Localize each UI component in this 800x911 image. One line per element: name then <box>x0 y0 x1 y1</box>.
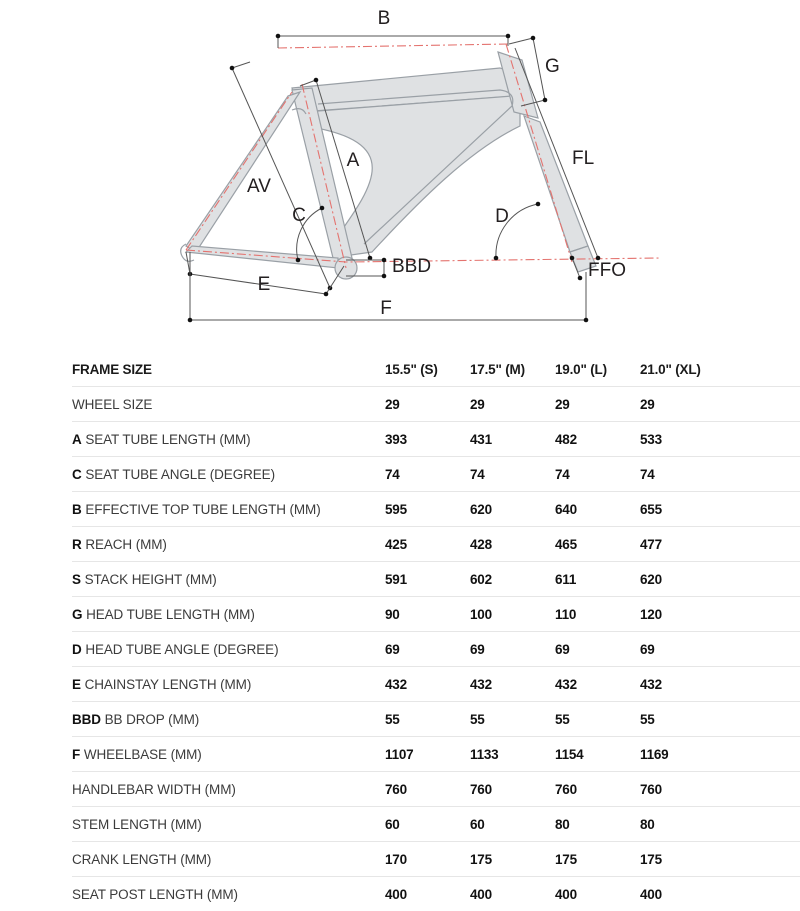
row-spacer <box>725 527 800 562</box>
row-value: 760 <box>555 772 640 807</box>
dim-label-FL: FL <box>572 148 594 169</box>
row-value: 482 <box>555 422 640 457</box>
row-value: 74 <box>555 457 640 492</box>
geometry-diagram <box>0 0 800 350</box>
row-name: REACH (MM) <box>85 537 167 552</box>
table-row <box>72 527 800 562</box>
row-value: 432 <box>640 667 725 702</box>
geometry-table <box>72 352 800 911</box>
table-row <box>72 457 800 492</box>
row-value: 393 <box>385 422 470 457</box>
row-name: HANDLEBAR WIDTH (MM) <box>72 782 236 797</box>
row-value: 1133 <box>470 737 555 772</box>
row-value: 400 <box>640 877 725 911</box>
row-value: 620 <box>640 562 725 597</box>
row-value: 29 <box>470 387 555 422</box>
row-spacer <box>725 457 800 492</box>
row-value: 533 <box>640 422 725 457</box>
row-value: 100 <box>470 597 555 632</box>
row-value: 29 <box>385 387 470 422</box>
row-value: 595 <box>385 492 470 527</box>
header-size-xl: 21.0" (XL) <box>640 352 725 387</box>
row-value: 602 <box>470 562 555 597</box>
row-value: 69 <box>555 632 640 667</box>
row-code: E <box>72 677 81 692</box>
row-code: C <box>72 467 82 482</box>
row-value: 591 <box>385 562 470 597</box>
row-value: 170 <box>385 842 470 877</box>
table-row <box>72 492 800 527</box>
row-spacer <box>725 807 800 842</box>
row-code: BBD <box>72 712 101 727</box>
header-size-l: 19.0" (L) <box>555 352 640 387</box>
table-body <box>72 387 800 911</box>
row-label <box>72 527 385 562</box>
header-spacer <box>725 352 800 387</box>
row-value: 90 <box>385 597 470 632</box>
dim-label-E: E <box>258 274 271 295</box>
row-value: 1169 <box>640 737 725 772</box>
row-label <box>72 387 385 422</box>
header-size-s: 15.5" (S) <box>385 352 470 387</box>
row-value: 428 <box>470 527 555 562</box>
table-row <box>72 632 800 667</box>
table-row <box>72 877 800 911</box>
row-value: 110 <box>555 597 640 632</box>
row-spacer <box>725 632 800 667</box>
row-value: 69 <box>385 632 470 667</box>
row-value: 1154 <box>555 737 640 772</box>
row-label <box>72 667 385 702</box>
dim-label-AV: AV <box>247 176 271 197</box>
row-spacer <box>725 737 800 772</box>
row-value: 175 <box>470 842 555 877</box>
dim-label-D: D <box>495 206 509 227</box>
row-value: 477 <box>640 527 725 562</box>
row-name: HEAD TUBE LENGTH (MM) <box>86 607 255 622</box>
row-value: 1107 <box>385 737 470 772</box>
row-value: 400 <box>385 877 470 911</box>
row-value: 120 <box>640 597 725 632</box>
row-value: 175 <box>555 842 640 877</box>
row-label <box>72 632 385 667</box>
row-value: 74 <box>470 457 555 492</box>
dim-label-B: B <box>378 8 391 29</box>
dim-label-A: A <box>347 150 360 171</box>
row-code: S <box>72 572 81 587</box>
row-name: HEAD TUBE ANGLE (DEGREE) <box>85 642 278 657</box>
row-value: 60 <box>385 807 470 842</box>
row-label <box>72 597 385 632</box>
row-spacer <box>725 877 800 911</box>
dim-label-G: G <box>545 56 560 77</box>
table-header <box>72 352 800 387</box>
row-spacer <box>725 597 800 632</box>
row-label <box>72 737 385 772</box>
table-row <box>72 842 800 877</box>
row-value: 620 <box>470 492 555 527</box>
row-value: 60 <box>470 807 555 842</box>
table-row <box>72 562 800 597</box>
row-spacer <box>725 562 800 597</box>
row-name: STACK HEIGHT (MM) <box>85 572 217 587</box>
row-value: 611 <box>555 562 640 597</box>
row-value: 432 <box>555 667 640 702</box>
row-code: F <box>72 747 80 762</box>
row-spacer <box>725 422 800 457</box>
row-value: 465 <box>555 527 640 562</box>
row-value: 55 <box>385 702 470 737</box>
row-label <box>72 877 385 911</box>
row-label <box>72 457 385 492</box>
row-name: EFFECTIVE TOP TUBE LENGTH (MM) <box>85 502 320 517</box>
row-value: 400 <box>555 877 640 911</box>
row-value: 400 <box>470 877 555 911</box>
row-value: 432 <box>385 667 470 702</box>
row-value: 760 <box>640 772 725 807</box>
row-value: 80 <box>555 807 640 842</box>
row-code: G <box>72 607 82 622</box>
row-name: WHEEL SIZE <box>72 397 152 412</box>
row-label <box>72 702 385 737</box>
table-row <box>72 807 800 842</box>
row-spacer <box>725 667 800 702</box>
row-name: SEAT TUBE LENGTH (MM) <box>85 432 250 447</box>
header-frame-size: FRAME SIZE <box>72 352 385 387</box>
row-value: 80 <box>640 807 725 842</box>
row-label <box>72 422 385 457</box>
row-value: 425 <box>385 527 470 562</box>
row-value: 55 <box>470 702 555 737</box>
row-name: SEAT POST LENGTH (MM) <box>72 887 238 902</box>
row-value: 69 <box>470 632 555 667</box>
row-spacer <box>725 842 800 877</box>
dim-label-F: F <box>380 298 392 319</box>
row-value: 55 <box>640 702 725 737</box>
geometry-table-container <box>0 352 800 911</box>
row-value: 432 <box>470 667 555 702</box>
row-value: 655 <box>640 492 725 527</box>
table-row <box>72 737 800 772</box>
table-row <box>72 597 800 632</box>
dim-label-BBD: BBD <box>392 256 431 277</box>
row-label <box>72 842 385 877</box>
row-spacer <box>725 387 800 422</box>
header-size-m: 17.5" (M) <box>470 352 555 387</box>
table-row <box>72 772 800 807</box>
row-code: R <box>72 537 82 552</box>
row-spacer <box>725 702 800 737</box>
row-code: B <box>72 502 82 517</box>
row-name: STEM LENGTH (MM) <box>72 817 202 832</box>
row-label <box>72 807 385 842</box>
row-name: BB DROP (MM) <box>105 712 200 727</box>
row-label <box>72 492 385 527</box>
table-row <box>72 702 800 737</box>
header-row <box>72 352 800 387</box>
row-value: 29 <box>640 387 725 422</box>
row-label <box>72 772 385 807</box>
table-row <box>72 422 800 457</box>
row-value: 74 <box>385 457 470 492</box>
row-value: 74 <box>640 457 725 492</box>
row-value: 175 <box>640 842 725 877</box>
table-row <box>72 387 800 422</box>
table-row <box>72 667 800 702</box>
row-spacer <box>725 772 800 807</box>
row-name: CHAINSTAY LENGTH (MM) <box>85 677 252 692</box>
row-code: A <box>72 432 82 447</box>
row-label <box>72 562 385 597</box>
frame-tubes <box>181 52 596 279</box>
row-value: 760 <box>470 772 555 807</box>
row-name: SEAT TUBE ANGLE (DEGREE) <box>85 467 275 482</box>
row-value: 760 <box>385 772 470 807</box>
row-value: 69 <box>640 632 725 667</box>
row-value: 29 <box>555 387 640 422</box>
row-spacer <box>725 492 800 527</box>
dim-label-FFO: FFO <box>588 260 626 281</box>
dim-label-C: C <box>292 205 306 226</box>
row-name: WHEELBASE (MM) <box>84 747 202 762</box>
row-value: 55 <box>555 702 640 737</box>
row-name: CRANK LENGTH (MM) <box>72 852 211 867</box>
row-value: 431 <box>470 422 555 457</box>
row-code: D <box>72 642 82 657</box>
row-value: 640 <box>555 492 640 527</box>
